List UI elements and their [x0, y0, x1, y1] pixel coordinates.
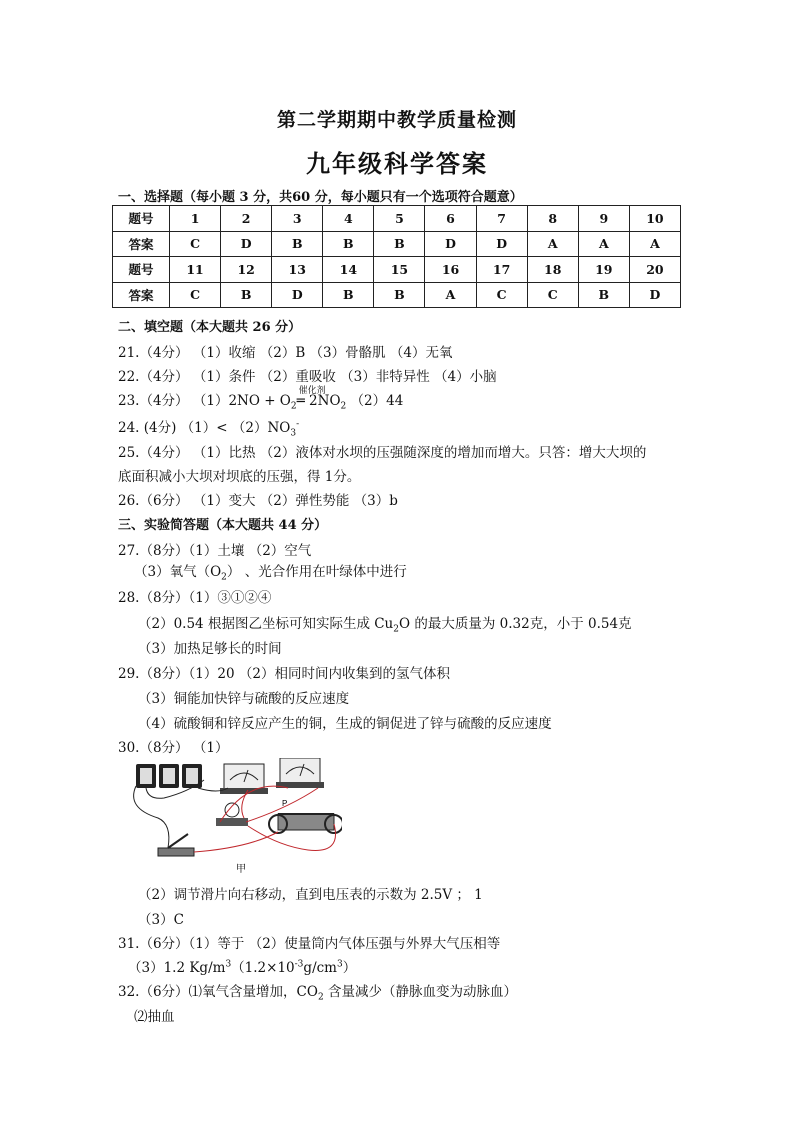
figure-caption: 甲 [236, 864, 246, 875]
voltmeter-icon [276, 758, 324, 788]
text: 2NO [304, 393, 341, 409]
equals-sign: ═ [296, 393, 305, 409]
ammeter-icon [220, 764, 268, 794]
table-cell: 16 [425, 257, 476, 283]
table-cell: B [323, 231, 374, 257]
answer-line-24 [118, 416, 299, 439]
answer-line-31a: 31.（6分）（1）等于 （2）使量筒内气体压强与外界大气压相等 [118, 936, 501, 952]
answer-line-32a [118, 980, 517, 1003]
row-label: 题号 [113, 257, 170, 283]
answer-line-29b: （3）铜能加快锌与硫酸的反应速度 [138, 691, 350, 707]
answer-line-27b [134, 560, 407, 583]
page-subtitle: 九年级科学答案 [306, 149, 488, 178]
text: ） [342, 960, 357, 976]
answer-line-30a: 30.（8分） （1） [118, 740, 229, 756]
table-cell: C [527, 282, 578, 308]
superscript: -3 [294, 959, 304, 970]
table-cell: A [629, 231, 680, 257]
reaction-condition: 催化剂 [298, 386, 326, 396]
table-cell: B [221, 282, 272, 308]
superscript: 3 [225, 959, 232, 970]
answer-line-32b: ⑵抽血 [134, 1009, 175, 1025]
table-cell: A [578, 231, 629, 257]
text: （2）44 [346, 393, 404, 409]
table-row [113, 257, 681, 283]
table-cell: B [374, 231, 425, 257]
section3-title: 三、实验简答题（本大题共 44 分） [118, 518, 328, 533]
answer-line-27a: 27.（8分）（1）土壤 （2）空气 [118, 543, 312, 559]
page-title: 第二学期期中教学质量检测 [276, 109, 517, 131]
table-cell: B [578, 282, 629, 308]
table-cell: B [323, 282, 374, 308]
table-cell: 4 [323, 206, 374, 232]
text: （3）1.2 Kg/m [128, 960, 226, 976]
row-label: 答案 [113, 282, 170, 308]
answer-line-23 [118, 386, 404, 412]
section2-title: 二、填空题（本大题共 26 分） [118, 320, 302, 335]
wire [134, 786, 169, 848]
answer-line-30c: （3）C [138, 912, 184, 928]
subscript: 2 [290, 401, 297, 412]
answer-line-29c: （4）硫酸铜和锌反应产生的铜，生成的铜促进了锌与硫酸的反应速度 [138, 716, 552, 732]
answer-line-28b [138, 612, 632, 635]
table-cell: 7 [476, 206, 527, 232]
table-cell: 2 [221, 206, 272, 232]
table-cell: 9 [578, 206, 629, 232]
section1-title: 一、选择题（每小题 3 分，共60 分，每小题只有一个选项符合题意） [118, 190, 523, 205]
text: O 的最大质量为 0.32克，小于 0.54克 [399, 616, 632, 632]
text: g/cm [303, 960, 337, 976]
table-cell: D [476, 231, 527, 257]
subscript: 3 [290, 428, 297, 439]
circuit-diagram [128, 758, 342, 876]
table-cell: C [476, 282, 527, 308]
answer-line-28c: （3）加热足够长的时间 [138, 641, 282, 657]
label-p: P [282, 799, 288, 808]
wire [194, 832, 278, 852]
switch-icon [158, 834, 194, 856]
rheostat-icon [269, 814, 342, 833]
text: ） 、光合作用在叶绿体中进行 [226, 564, 407, 580]
table-cell: 19 [578, 257, 629, 283]
row-label: 题号 [113, 206, 170, 232]
table-cell: 15 [374, 257, 425, 283]
table-cell: 1 [170, 206, 221, 232]
text: 24. (4分) （1）< （2）NO [118, 420, 291, 436]
table-cell: 17 [476, 257, 527, 283]
table-cell: 11 [170, 257, 221, 283]
subscript: 2 [221, 572, 227, 583]
table-cell: D [629, 282, 680, 308]
answer-line-31b [128, 956, 356, 976]
text: 23.（4分） （1）2NO + O [118, 393, 291, 409]
table-row [113, 231, 681, 257]
answer-line-25a: 25.（4分） （1）比热 （2）液体对水坝的压强随深度的增加而增大。只答：增大大坝的 [118, 445, 647, 461]
table-cell: 18 [527, 257, 578, 283]
table-cell: B [272, 231, 323, 257]
superscript: - [296, 419, 300, 430]
text: （2）0.54 根据图乙坐标可知实际生成 Cu [138, 616, 394, 632]
row-label: 答案 [113, 231, 170, 257]
table-cell: D [425, 231, 476, 257]
table-cell: 12 [221, 257, 272, 283]
subscript: 2 [393, 624, 399, 635]
table-cell: D [221, 231, 272, 257]
table-cell: B [374, 282, 425, 308]
text: （1.2×10 [231, 960, 295, 976]
table-cell: 3 [272, 206, 323, 232]
answer-table [112, 205, 681, 308]
table-row [113, 282, 681, 308]
answer-line-30b: （2）调节滑片向右移动，直到电压表的示数为 2.5V ； 1 [138, 887, 483, 903]
text: （3）氧气（O [134, 564, 222, 580]
table-cell: A [527, 231, 578, 257]
answer-line-25b: 底面积减小大坝对坝底的压强，得 1分。 [118, 469, 361, 485]
table-row [113, 206, 681, 232]
table-cell: 13 [272, 257, 323, 283]
superscript: 3 [336, 959, 343, 970]
answer-line-21: 21.（4分） （1）收缩 （2）B （3）骨骼肌 （4）无氧 [118, 345, 453, 361]
table-cell: A [425, 282, 476, 308]
answer-line-26: 26.（6分） （1）变大 （2）弹性势能 （3）b [118, 493, 398, 509]
table-cell: 14 [323, 257, 374, 283]
table-cell: C [170, 282, 221, 308]
answer-line-28a: 28.（8分）（1）③①②④ [118, 590, 272, 606]
battery-icon [136, 764, 202, 788]
table-cell: C [170, 231, 221, 257]
text: 32.（6分）⑴氧气含量增加，CO [118, 984, 318, 1000]
subscript: 2 [317, 992, 324, 1003]
answer-line-29a: 29.（8分）（1）20 （2）相同时间内收集到的氢气体积 [118, 666, 450, 682]
table-cell: 8 [527, 206, 578, 232]
table-cell: 6 [425, 206, 476, 232]
answer-line-22: 22.（4分） （1）条件 （2）重吸收 （3）非特异性 （4）小脑 [118, 369, 497, 385]
text: 含量减少（静脉血变为动脉血） [323, 984, 517, 1000]
table-cell: 10 [629, 206, 680, 232]
table-cell: 20 [629, 257, 680, 283]
table-cell: 5 [374, 206, 425, 232]
subscript: 2 [340, 401, 347, 412]
table-cell: D [272, 282, 323, 308]
